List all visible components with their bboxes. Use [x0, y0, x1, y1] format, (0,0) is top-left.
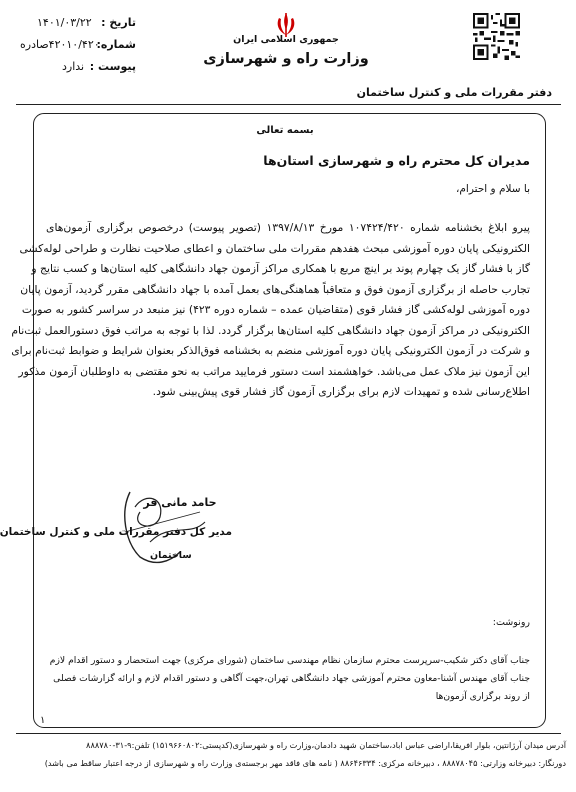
signer-title: مدیر کل دفتر مقررات ملی و کنترل ساختمان: [0, 526, 232, 538]
body-line: تجارب حاصله از برگزاری آزمون فوق و متعاقباً هماهنگی‌های بعمل آمده با جهاد دانشگاهی مقرر گردید، آزمون پایان: [20, 282, 530, 296]
date-value: ۱۴۰۱/۰۳/۲۲: [37, 16, 92, 29]
greeting: با سلام و احترام،: [456, 183, 530, 195]
letter-body: [11, 218, 530, 403]
letter-frame: [11, 113, 546, 728]
number-row: [96, 38, 136, 51]
cc-item: جناب آقای مهندس آشنا-معاون محترم آموزشی جهاد دانشگاهی تهران،جهت آگاهی و دستور اقدام لازم و ارائه گزارشات فصلی از روند برگزاری آزمون‌ها: [53, 673, 530, 702]
office-name: دفتر مقررات ملی و کنترل ساختمان: [356, 86, 552, 99]
footer-phones: دورنگار: دبیرخانه وزارتی: ۸۸۸۷۸۰۴۵ ، دبیرخانه مرکزی: ۸۸۶۴۶۳۳۴ ( نامه های فاقد مهر برجسته‌ی وزارت راه و شهرسازی از درجه اعتبار ساقط می باشد): [44, 758, 566, 768]
attachment-row: [90, 60, 136, 73]
date-row: [101, 16, 136, 29]
body-line: دوره آموزشی لوله‌کشی گاز فشار قوی (متقاضیان عمده – شماره دوره ۴۲۳) نیز منبعد در سراسر کشور به صورت: [21, 303, 530, 316]
qr-code-icon: [473, 13, 520, 60]
page-number: ۱: [40, 715, 46, 726]
footer-address: آدرس میدان آرژانتین، بلوار افریقا،اراضی عباس اباد،ساختمان شهید دادمان،وزارت راه و شهرسازی(کدپستی:۱۵۱۹۶۶۰۸۰۲) تلفن:۹-۳۱-۸۸۸۷۸۰: [86, 740, 566, 750]
body-line: پیرو ابلاغ بخشنامه شماره ۱۰۷۴۲۴/۴۲۰ مورخ ۱۳۹۷/۸/۱۳ (تصویر پیوست) درخصوص برگزاری آزمون‌های: [46, 221, 530, 234]
date-label: تاریخ :: [101, 16, 136, 29]
addressee: مدیران کل محترم راه و شهرسازی استان‌ها: [263, 153, 530, 168]
body-line: این آزمون نیز ملاک عمل می‌باشد. خواهشمند است دستور فرمایید مراتب به نحو مقتضی به داوطلبان آزمون مذکور: [18, 364, 530, 378]
number-label: شماره:: [96, 38, 136, 51]
body-line: گاز با فشار گاز یک چهارم پوند بر اینچ مربع با همکاری مراکز آزمون جهاد دانشگاهی کلیه استان‌ها و کسب نتایج و: [31, 262, 530, 275]
header-divider: [16, 104, 561, 105]
stamp-text: ساختمان: [150, 550, 192, 561]
footer-divider: [16, 733, 561, 734]
body-line: اطلاع‌رسانی شده و تمهیدات لازم برای برگزاری آزمون گاز فشار قوی پیش‌بینی شود.: [152, 385, 530, 398]
country-name: جمهوری اسلامی ایران: [233, 34, 339, 45]
cc-item: جناب آقای دکتر شکیب-سرپرست محترم سازمان نظام مهندسی ساختمان (شورای مرکزی) جهت استحضار و دستور اقدام لازم: [49, 655, 530, 666]
attachment-value: ندارد: [62, 60, 85, 73]
cc-heading: رونوشت:: [492, 617, 530, 628]
ministry-name: وزارت راه و شهرسازی: [203, 51, 369, 67]
bismillah: بسمه تعالی: [256, 125, 314, 136]
signer-name: حامد مانی فر: [143, 496, 217, 509]
attachment-label: پیوست :: [89, 60, 136, 73]
body-line: الکترونیکی در مراکز آزمون جهاد دانشگاهی کلیه استان‌ها برگزار گردد. لذا با توجه به مراتب فوق دستورالعمل ثبت‌نام: [11, 323, 530, 337]
number-value: ۴۲۰۱۰/۴۲۰صادره: [20, 38, 100, 51]
body-line: الکترونیکی پایان دوره آموزشی مبحث هفدهم مقررات ملی ساختمان و اعطای صلاحیت نظارت و طراحی لوله‌کشی: [19, 241, 530, 255]
body-line: و شرکت در آزمون الکترونیکی پایان دوره آموزشی منضم به بخشنامه فوق‌الذکر بعنوان شرایط و ضوابط ثبت‌نام برای: [11, 344, 530, 357]
